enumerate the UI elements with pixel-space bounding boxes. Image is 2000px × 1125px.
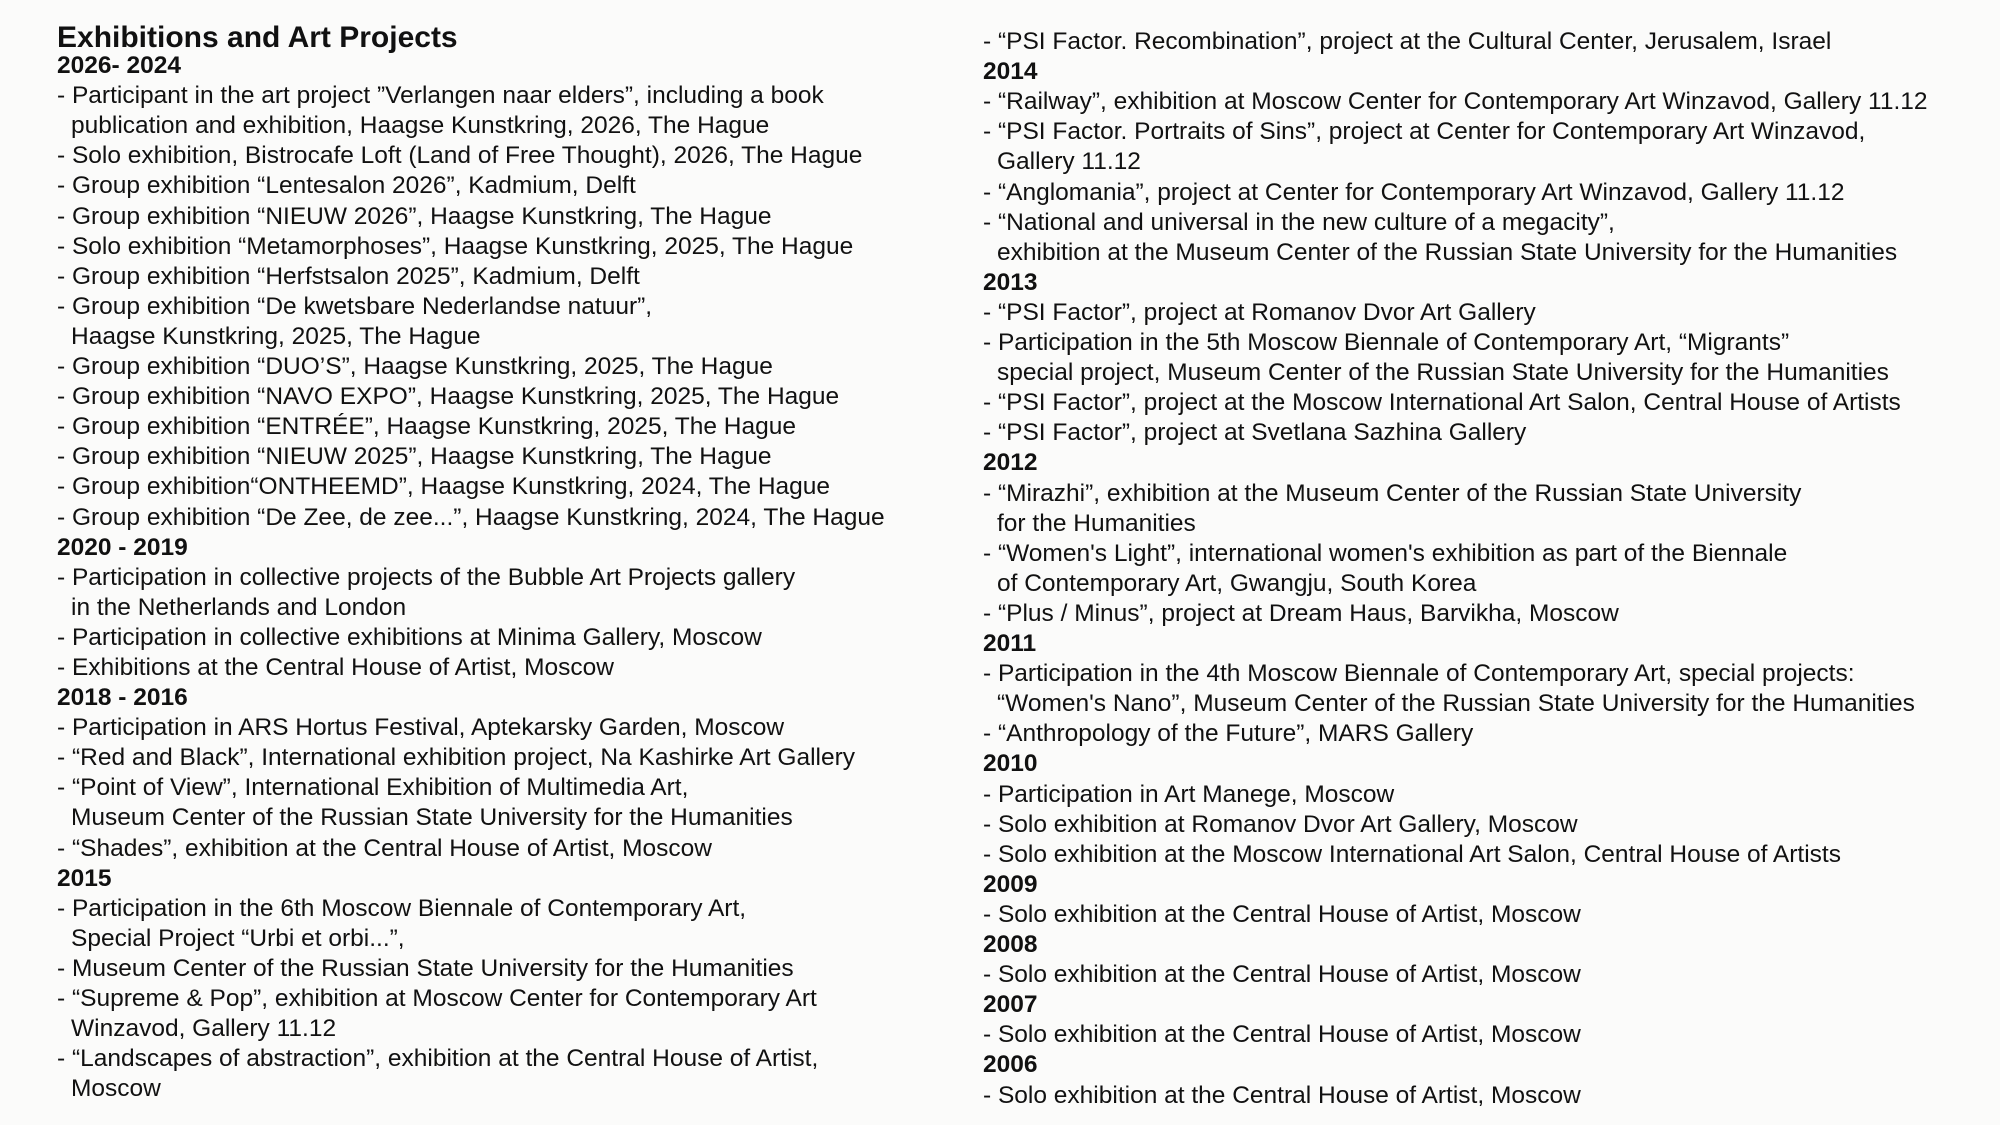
entry-text: - Group exhibition “DUO’S”, Haagse Kunstkring, 2025, The Hague bbox=[57, 353, 773, 380]
entry-text: - “National and universal in the new culture of a megacity”, bbox=[983, 208, 1615, 236]
exhibition-entry bbox=[983, 118, 1865, 178]
exhibition-entry bbox=[983, 720, 1473, 750]
year-heading: 2020 - 2019 bbox=[57, 533, 188, 561]
entry-text: - “PSI Factor. Portraits of Sins”, project at Center for Contemporary Art Winzavod, bbox=[983, 118, 1866, 146]
entry-text: - “Supreme & Pop”, exhibition at Moscow Center for Contemporary Art bbox=[57, 985, 817, 1013]
entry-text: - Group exhibition “NAVO EXPO”, Haagse Kunstkring, 2025, The Hague bbox=[57, 383, 840, 411]
exhibition-entry bbox=[983, 389, 1901, 419]
exhibition-entry bbox=[983, 901, 1581, 931]
year-heading: 2007 bbox=[983, 991, 1038, 1019]
entry-text: - “Shades”, exhibition at the Central House of Artist, Moscow bbox=[57, 834, 712, 862]
year-heading: 2010 bbox=[983, 750, 1038, 778]
exhibition-entry bbox=[983, 179, 1845, 209]
entry-text: - Solo exhibition at the Central House of Artist, Moscow bbox=[983, 1081, 1581, 1109]
entry-text: - Solo exhibition, Bistrocafe Loft (Land of Free Thought), 2026, The Hague bbox=[57, 142, 863, 170]
entry-continuation: Winzavod, Gallery 11.12 bbox=[71, 1015, 337, 1043]
entry-text: - Participation in the 6th Moscow Biennale of Contemporary Art, bbox=[57, 894, 747, 922]
exhibition-entry bbox=[983, 660, 1915, 720]
year-heading: 2006 bbox=[983, 1051, 1038, 1079]
entry-text: - Exhibitions at the Central House of Artist, Moscow bbox=[57, 654, 614, 681]
year-heading: 2013 bbox=[983, 268, 1038, 296]
exhibition-entry bbox=[57, 504, 885, 534]
entry-text: - Solo exhibition at Romanov Dvor Art Gallery, Moscow bbox=[983, 810, 1578, 838]
year-heading: 2011 bbox=[983, 630, 1037, 657]
exhibition-entry bbox=[57, 1045, 818, 1105]
year-heading: 2009 bbox=[983, 870, 1038, 898]
entry-text: - “PSI Factor”, project at Svetlana Sazhina Gallery bbox=[983, 419, 1527, 447]
entry-text: - Solo exhibition at the Moscow International Art Salon, Central House of Artists bbox=[983, 840, 1841, 868]
year-heading: 2018 - 2016 bbox=[57, 684, 188, 712]
exhibition-entry bbox=[57, 233, 853, 263]
entry-text: - Group exhibition“ONTHEEMD”, Haagse Kunstkring, 2024, The Hague bbox=[57, 473, 831, 501]
entry-text: - Group exhibition “De kwetsbare Nederlandse natuur”, bbox=[57, 292, 653, 320]
exhibition-entry bbox=[983, 88, 1928, 118]
exhibition-entry bbox=[57, 624, 762, 654]
entry-text: - “Women's Light”, international women's exhibition as part of the Biennale bbox=[983, 539, 1788, 567]
entry-text: - Group exhibition “NIEUW 2026”, Haagse Kunstkring, The Hague bbox=[57, 202, 772, 230]
exhibition-entry bbox=[983, 1021, 1581, 1051]
entry-text: - “PSI Factor”, project at Romanov Dvor Art Gallery bbox=[983, 298, 1536, 326]
exhibition-entry bbox=[57, 293, 652, 353]
exhibition-entry bbox=[983, 299, 1536, 329]
entry-text: - “Anthropology of the Future”, MARS Gallery bbox=[983, 720, 1474, 748]
entry-continuation: Special Project “Urbi et orbi...”, bbox=[71, 924, 405, 952]
entry-text: - “PSI Factor. Recombination”, project at the Cultural Center, Jerusalem, Israel bbox=[983, 28, 1832, 55]
entry-text: - “Mirazhi”, exhibition at the Museum Center of the Russian State University bbox=[983, 479, 1802, 507]
entry-text: - “PSI Factor”, project at the Moscow International Art Salon, Central House of Artists bbox=[983, 389, 1901, 417]
exhibition-entry bbox=[57, 895, 746, 955]
exhibition-entry bbox=[983, 419, 1526, 449]
exhibition-entry bbox=[57, 263, 640, 293]
entry-text: - Solo exhibition at the Central House of Artist, Moscow bbox=[983, 1021, 1581, 1049]
entry-text: - Participation in collective exhibitions at Minima Gallery, Moscow bbox=[57, 623, 762, 651]
exhibition-entry bbox=[57, 383, 839, 413]
entry-text: - Participation in the 5th Moscow Biennale of Contemporary Art, “Migrants” bbox=[983, 329, 1790, 356]
page-title: Exhibitions and Art Projects bbox=[57, 21, 458, 54]
exhibition-entry bbox=[57, 835, 712, 865]
exhibition-entry bbox=[57, 654, 614, 684]
entry-text: - Solo exhibition “Metamorphoses”, Haagse Kunstkring, 2025, The Hague bbox=[57, 232, 854, 260]
exhibition-entry bbox=[983, 600, 1619, 630]
year-heading: 2008 bbox=[983, 931, 1038, 958]
entry-text: - Solo exhibition at the Central House of Artist, Moscow bbox=[983, 961, 1581, 989]
entry-text: - Participation in ARS Hortus Festival, Aptekarsky Garden, Moscow bbox=[57, 714, 785, 742]
year-heading: 2015 bbox=[57, 864, 112, 892]
entry-text: - Group exhibition “Lentesalon 2026”, Kadmium, Delft bbox=[57, 172, 636, 200]
entry-text: - “Landscapes of abstraction”, exhibition at the Central House of Artist, bbox=[57, 1045, 819, 1073]
exhibition-entry bbox=[57, 955, 794, 985]
exhibition-entry bbox=[983, 961, 1581, 991]
entry-text: - “Point of View”, International Exhibition of Multimedia Art, bbox=[57, 774, 689, 802]
exhibition-entry bbox=[57, 714, 784, 744]
exhibition-entry bbox=[57, 473, 830, 503]
entry-text: - “Anglomania”, project at Center for Contemporary Art Winzavod, Gallery 11.12 bbox=[983, 178, 1845, 206]
exhibition-entry bbox=[983, 841, 1841, 871]
entry-continuation: exhibition at the Museum Center of the Russian State University for the Humanities bbox=[997, 238, 1898, 266]
entry-text: - Museum Center of the Russian State University for the Humanities bbox=[57, 955, 794, 982]
exhibition-entry bbox=[57, 353, 773, 383]
exhibition-entry bbox=[57, 142, 862, 172]
entry-text: - “Plus / Minus”, project at Dream Haus, Barvikha, Moscow bbox=[983, 599, 1619, 627]
entry-continuation: in the Netherlands and London bbox=[71, 593, 407, 621]
entry-text: - Group exhibition “ENTRÉE”, Haagse Kunstkring, 2025, The Hague bbox=[57, 413, 797, 441]
entry-text: - Group exhibition “Herfstsalon 2025”, Kadmium, Delft bbox=[57, 262, 640, 290]
exhibition-entry bbox=[57, 774, 793, 834]
exhibition-entry bbox=[57, 172, 636, 202]
entry-text: - Participant in the art project ”Verlangen naar elders”, including a book bbox=[57, 82, 824, 110]
entry-text: - Group exhibition “NIEUW 2025”, Haagse Kunstkring, The Hague bbox=[57, 443, 772, 471]
exhibition-entry bbox=[57, 82, 824, 142]
entry-text: - Participation in collective projects of the Bubble Art Projects gallery bbox=[57, 563, 796, 591]
entry-continuation: special project, Museum Center of the Russian State University for the Humanities bbox=[997, 359, 1889, 386]
entry-text: - Participation in the 4th Moscow Biennale of Contemporary Art, special projects: bbox=[983, 660, 1855, 688]
entry-continuation: Gallery 11.12 bbox=[997, 148, 1141, 176]
entry-continuation: Moscow bbox=[71, 1075, 161, 1103]
exhibition-entry bbox=[57, 203, 771, 233]
entry-text: - “Railway”, exhibition at Moscow Center for Contemporary Art Winzavod, Gallery 11.12 bbox=[983, 88, 1928, 116]
exhibition-entry bbox=[57, 413, 796, 443]
exhibition-entry bbox=[57, 985, 817, 1045]
entry-continuation: “Women's Nano”, Museum Center of the Russian State University for the Humanities bbox=[997, 690, 1915, 718]
exhibition-entry bbox=[57, 564, 795, 624]
exhibition-entry bbox=[983, 1082, 1581, 1112]
entry-text: - “Red and Black”, International exhibition project, Na Kashirke Art Gallery bbox=[57, 744, 855, 772]
entry-text: - Participation in Art Manege, Moscow bbox=[983, 780, 1395, 808]
entry-continuation: Haagse Kunstkring, 2025, The Hague bbox=[71, 322, 481, 350]
year-heading: 2026- 2024 bbox=[57, 52, 181, 79]
exhibition-entry bbox=[983, 540, 1787, 600]
exhibition-entry bbox=[57, 744, 855, 774]
entry-text: - Group exhibition “De Zee, de zee...”, Haagse Kunstkring, 2024, The Hague bbox=[57, 503, 885, 531]
entry-continuation: Museum Center of the Russian State University for the Humanities bbox=[71, 804, 793, 832]
exhibition-entry bbox=[983, 480, 1801, 540]
entry-continuation: for the Humanities bbox=[997, 509, 1196, 537]
entry-continuation: publication and exhibition, Haagse Kunstkring, 2026, The Hague bbox=[71, 112, 770, 140]
exhibition-entry bbox=[983, 28, 1831, 58]
exhibition-entry bbox=[57, 443, 771, 473]
exhibition-entry bbox=[983, 781, 1394, 811]
exhibition-entry bbox=[983, 209, 1897, 269]
year-heading: 2012 bbox=[983, 449, 1038, 477]
entry-continuation: of Contemporary Art, Gwangju, South Korea bbox=[997, 569, 1477, 597]
exhibition-entry bbox=[983, 811, 1578, 841]
entry-text: - Solo exhibition at the Central House of Artist, Moscow bbox=[983, 900, 1581, 928]
exhibition-entry bbox=[983, 329, 1889, 389]
year-heading: 2014 bbox=[983, 58, 1038, 86]
